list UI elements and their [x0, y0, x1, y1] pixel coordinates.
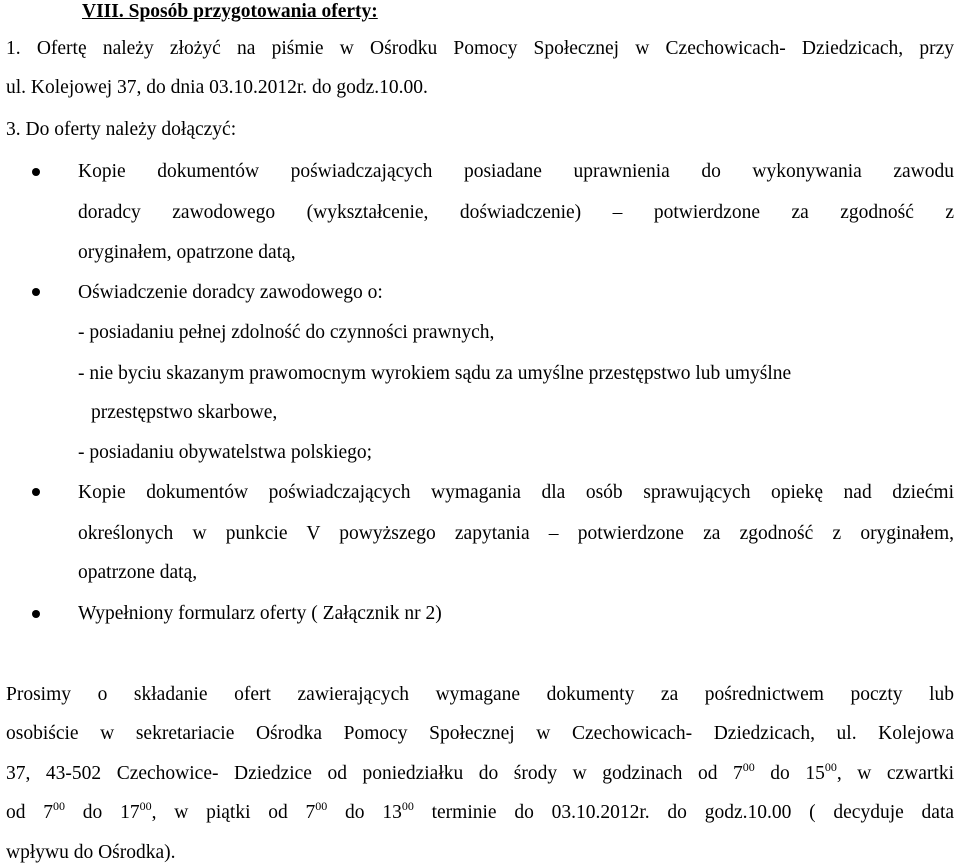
bullet-2-sub-3: - posiadaniu obywatelstwa polskiego;	[78, 442, 373, 463]
bullet-dot	[32, 288, 40, 296]
closing-line-3	[6, 762, 954, 786]
closing-line-4-text-c: , w piątki od 7	[151, 802, 316, 823]
section-heading: VIII. Sposób przygotowania oferty:	[82, 1, 378, 22]
bullet-2-sub-2-line-2: przestępstwo skarbowe,	[91, 402, 278, 423]
closing-line-5: wpływu do Ośrodka).	[6, 842, 176, 863]
closing-line-3-text-b: do 15	[754, 763, 825, 784]
bullet-2-line-1: Oświadczenie doradcy zawodowego o:	[78, 282, 383, 303]
closing-line-3-text-a: 37, 43-502 Czechowice- Dziedzice od poniedziałku do środy w godzinach od 7	[6, 763, 743, 784]
bullet-4-line-1: Wypełniony formularz oferty ( Załącznik nr 2)	[78, 603, 442, 624]
superscript: 00	[53, 799, 66, 813]
superscript: 00	[139, 799, 152, 813]
closing-line-4-text-b: do 17	[65, 802, 140, 823]
closing-line-4	[6, 801, 954, 825]
closing-line-4-text-e: terminie do 03.10.2012r. do godz.10.00 ( decyduje data	[413, 802, 955, 823]
closing-line-4-text-d: do 13	[327, 802, 402, 823]
bullet-3-line-1: Kopie dokumentów poświadczających wymagania dla osób sprawujących opiekę nad dziećmi	[78, 482, 954, 503]
bullet-dot	[32, 488, 40, 496]
superscript: 00	[742, 760, 755, 774]
bullet-1-line-3: oryginałem, opatrzone datą,	[78, 242, 296, 263]
bullet-dot	[32, 610, 40, 618]
superscript: 00	[824, 760, 837, 774]
closing-line-3-text-c: , w czwartki	[836, 763, 955, 784]
closing-line-1: Prosimy o składanie ofert zawierających wymagane dokumenty za pośrednictwem poczty lub	[6, 684, 954, 705]
bullet-dot	[32, 168, 40, 176]
superscript: 00	[401, 799, 414, 813]
bullet-1-line-1: Kopie dokumentów poświadczających posiadane uprawnienia do wykonywania zawodu	[78, 161, 954, 182]
item-1-line-1: 1. Ofertę należy złożyć na piśmie w Ośrodku Pomocy Społecznej w Czechowicach- Dziedzicach, przy	[6, 38, 954, 59]
bullet-2-sub-2-line-1: - nie byciu skazanym prawomocnym wyrokiem sądu za umyślne przestępstwo lub umyślne	[78, 363, 792, 384]
superscript: 00	[315, 799, 328, 813]
bullet-2-sub-1: - posiadaniu pełnej zdolność do czynności prawnych,	[78, 322, 495, 343]
closing-line-2: osobiście w sekretariacie Ośrodka Pomocy Społecznej w Czechowicach- Dziedzicach, ul. Kolejowa	[6, 723, 954, 744]
bullet-1-line-2: doradcy zawodowego (wykształcenie, doświadczenie) – potwierdzone za zgodność z	[78, 202, 954, 223]
bullet-3-line-3: opatrzone datą,	[78, 562, 198, 583]
bullet-3-line-2: określonych w punkcie V powyższego zapytania – potwierdzone za zgodność z oryginałem,	[78, 523, 954, 544]
item-3-intro: 3. Do oferty należy dołączyć:	[6, 119, 237, 140]
closing-line-4-text-a: od 7	[6, 802, 54, 823]
item-1-line-2: ul. Kolejowej 37, do dnia 03.10.2012r. do godz.10.00.	[6, 77, 428, 98]
